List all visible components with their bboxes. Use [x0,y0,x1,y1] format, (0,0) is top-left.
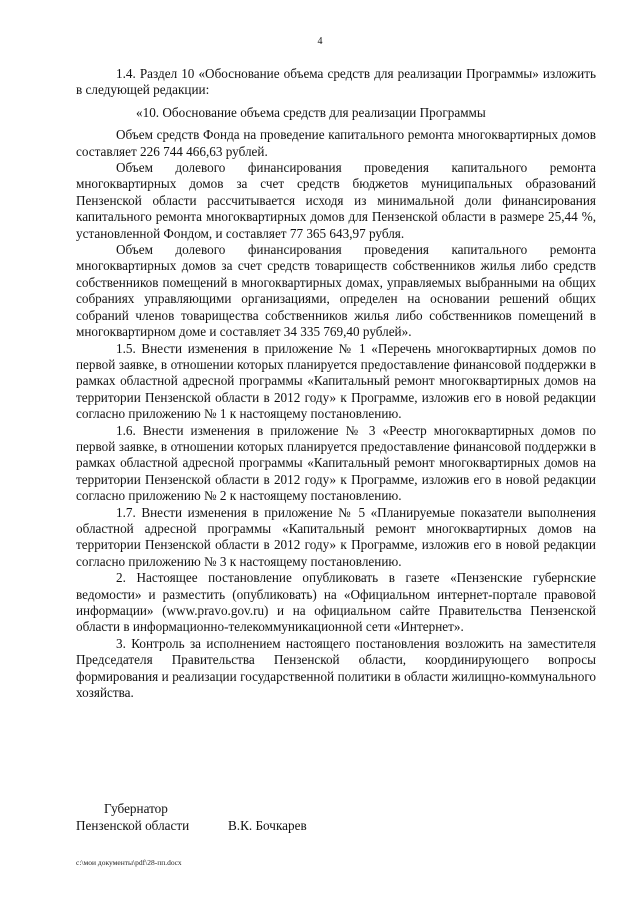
paragraph-2: 2. Настоящее постановление опубликовать в газете «Пензенские губернские ведомости» и разместить (опубликовать) на «Официальном интернет-портале правовой информации» (www.pravo.gov.ru) и на официальном сайте Правительства Пензенской области в информационно-телекоммуникационной сети «Интернет». [76,570,596,635]
paragraph-owners-share: Объем долевого финансирования проведения капитального ремонта многоквартирных домов за счет средств товариществ собственников жилья либо средств собственников помещений в многоквартирных домах, управляемых выбранными на общих собраниях управляющими организациями, определен на основании решений общих собраний членов товарищества собственников жилья либо собственников помещений в многоквартирном доме и составляет 34 335 769,40 рублей». [76,242,596,340]
paragraph-3: 3. Контроль за исполнением настоящего постановления возложить на заместителя Председателя Правительства Пензенской области, координирующего вопросы формирования и реализации государственной политики в области жилищно-коммунального хозяйства. [76,635,596,701]
signature-region: Пензенской области [76,818,190,833]
signature-row [76,817,436,834]
paragraph-municipal-share: Объем долевого финансирования проведения капитального ремонта многоквартирных домов за счет средств бюджетов муниципальных образований Пензенской области рассчитывается исходя из минимальной доли финансирования капитального ремонта многоквартирных домов для Пензенской области в размере 25,44 %, установленной Фондом, и составляет 77 365 643,97 рубля. [76,160,596,241]
paragraph-fund-volume: Объем средств Фонда на проведение капитального ремонта многоквартирных домов составляет 226 744 466,63 рублей. [76,127,596,159]
document-body [76,66,596,701]
footer-file-path: c:\мои документы\pdf\28-пп.docx [76,858,182,867]
signature-title: Губернатор [104,801,168,816]
page-number: 4 [317,36,323,47]
signature-block [76,800,436,834]
paragraph-1-5: 1.5. Внести изменения в приложение № 1 «Перечень многоквартирных домов по первой заявке, в отношении которых планируется предоставление финансовой поддержки в рамках областной адресной программы «Капитальный ремонт многоквартирных домов на территории Пензенской области в 2012 году» к Программе, изложив его в новой редакции согласно приложению № 1 к настоящему постановлению. [76,340,596,422]
paragraph-1-7: 1.7. Внести изменения в приложение № 5 «Планируемые показатели выполнения областной адресной программы «Капитальный ремонт многоквартирных домов на территории Пензенской области в 2012 году» к Программе, изложив его в новой редакции согласно приложению № 3 к настоящему постановлению. [76,504,596,569]
section-heading: «10. Обоснование объема средств для реализации Программы [136,104,486,120]
signature-name: В.К. Бочкарев [228,818,307,833]
paragraph-1-4: 1.4. Раздел 10 «Обоснование объема средств для реализации Программы» изложить в следующей редакции: [76,66,596,98]
paragraph-1-6: 1.6. Внести изменения в приложение № 3 «Реестр многоквартирных домов по первой заявке, в отношении которых планируется предоставление финансовой поддержки в рамках областной адресной программы «Капитальный ремонт многоквартирных домов на территории Пензенской области в 2012 году» к Программе, изложив его в новой редакции согласно приложению № 2 к настоящему постановлению. [76,422,596,504]
